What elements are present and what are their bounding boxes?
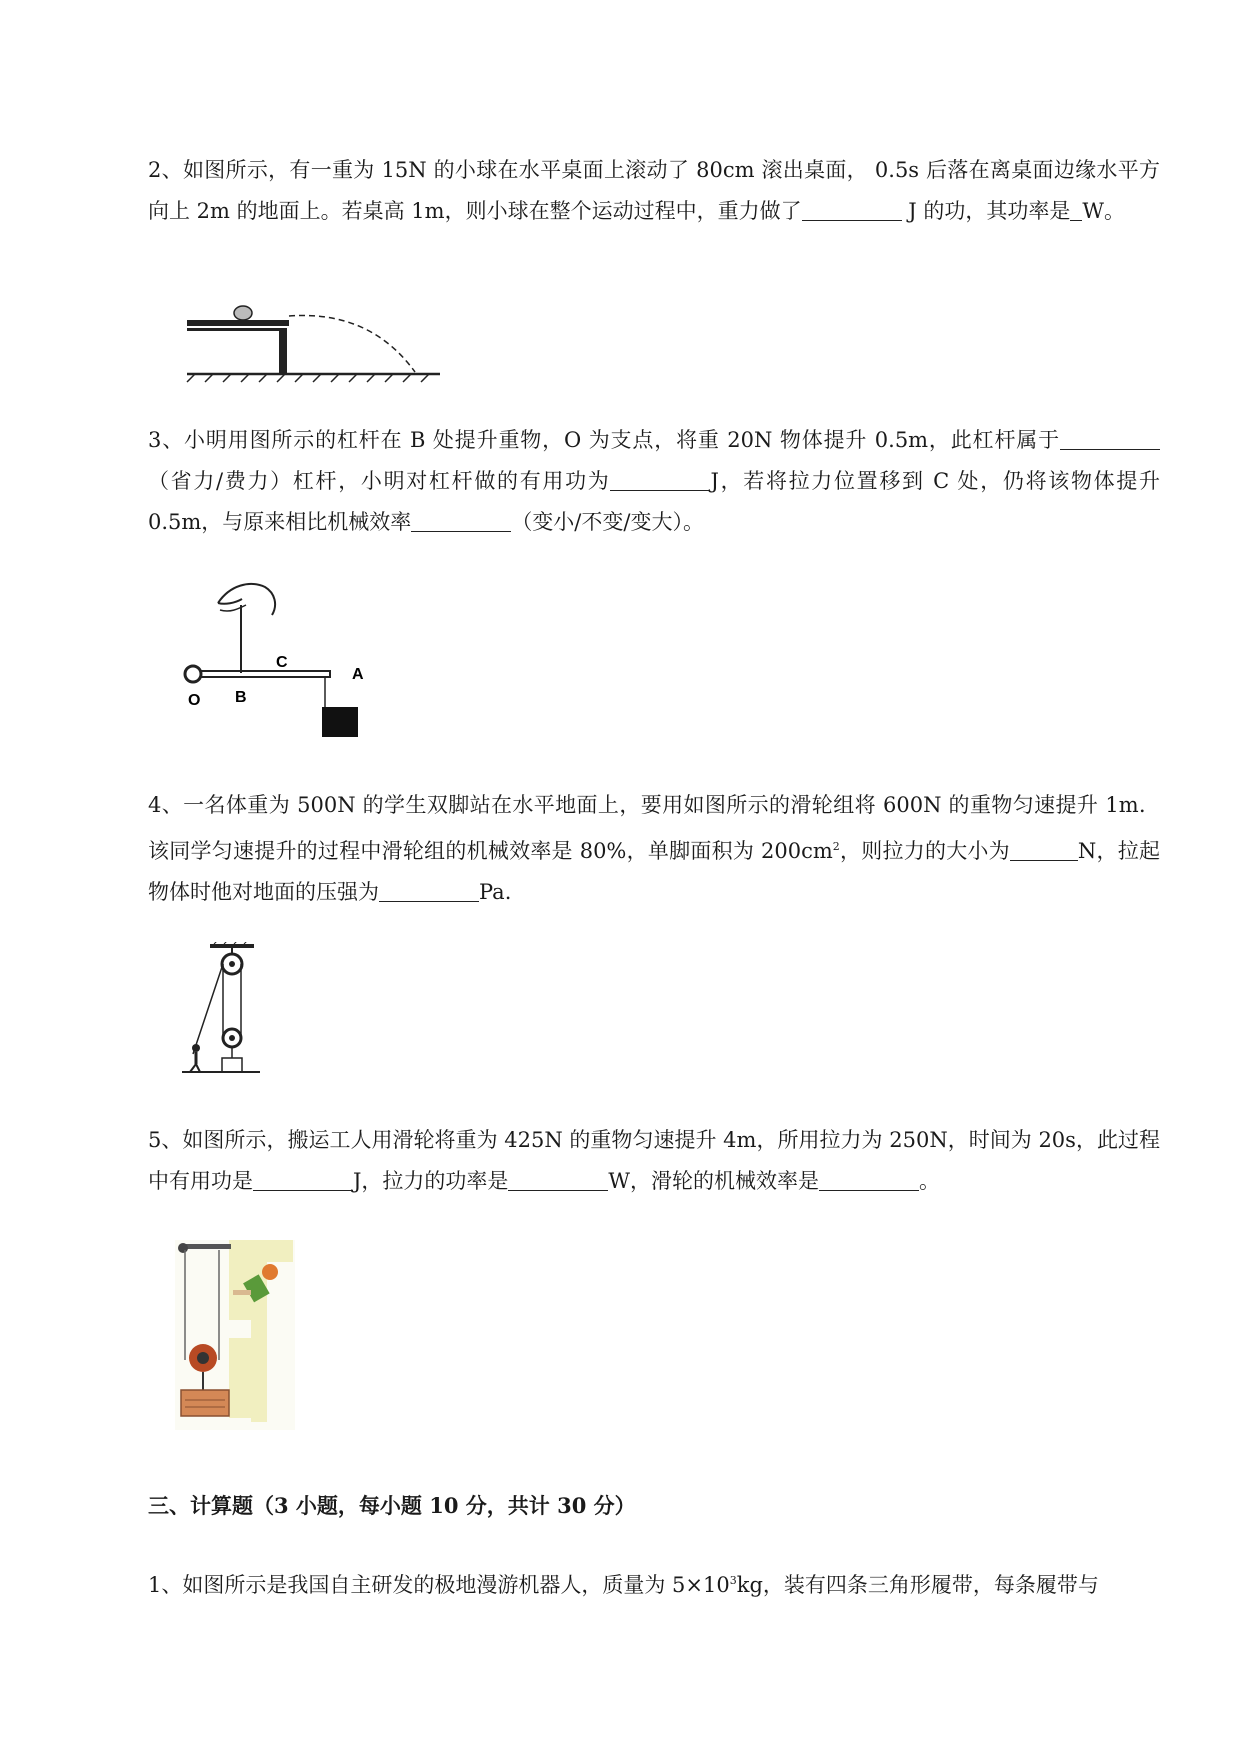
beam [183,1244,231,1249]
pivot-o [185,666,201,682]
superscript: 2 [832,840,840,853]
ball [234,306,252,320]
worker-helmet [262,1264,278,1280]
lever-bar [194,671,330,677]
table-leg [279,330,287,374]
question-2 [148,150,1160,232]
pulley-system-figure [180,942,280,1082]
answer-blank[interactable] [802,199,902,221]
question-number: 5、 [148,1128,183,1152]
ceiling [210,944,254,948]
load-box [222,1058,242,1072]
label-b: B [235,689,247,706]
person [192,1044,200,1052]
table-top [187,320,289,326]
trajectory [289,315,415,372]
answer-blank[interactable] [1070,199,1082,221]
answer-blank[interactable] [1060,428,1160,450]
answer-blank[interactable] [379,880,479,902]
question-text: ，则拉力的大小为 [839,839,1010,863]
question-text: 如图所示，搬运工人用滑轮将重为 425N 的重物匀速提升 4m，所用拉力为 250N，时间为 20s，此过程中有用功是 [148,1128,1160,1193]
question-text: J 的功，其功率是 [901,199,1071,223]
question-number: 2、 [148,158,183,182]
building-wall [229,1240,251,1320]
worker-pulley-figure [175,1240,295,1430]
answer-blank[interactable] [1010,839,1078,861]
question-text: 一名体重为 500N 的学生双脚站在水平地面上，要用如图所示的滑轮组将 600N 的重物匀速提升 1m．该同学匀速提升的过程中滑轮组的机械效率是 80%，单脚面积为 200cm [148,793,1160,863]
question-number: 1、 [148,1573,183,1597]
question-text: J，拉力的功率是 [353,1169,509,1193]
question-text: 如图所示，有一重为 15N 的小球在水平桌面上滚动了 80cm 滚出桌面， 0.5s 后落在离桌面边缘水平方向上 2m 的地面上。若桌高 1m，则小球在整个运动过程中，重力做了 [148,158,1160,223]
superscript: 3 [729,1574,737,1587]
calc-question-1 [148,1560,1160,1606]
label-o: O [188,692,201,709]
section-heading: 三、计算题（3 小题，每小题 10 分，共计 30 分） [148,1493,636,1518]
question-text: Pa. [479,880,512,904]
question-text: kg，装有四条三角形履带，每条履带与 [736,1573,1099,1597]
label-a: A [352,666,364,683]
question-text: 。 [919,1169,941,1193]
question-5 [148,1120,1160,1202]
answer-blank[interactable] [610,469,710,491]
question-text: 如图所示是我国自主研发的极地漫游机器人，质量为 5×10 [182,1573,730,1597]
question-number: 4、 [148,793,184,817]
question-text: （省力/费力）杠杆，小明对杠杆做的有用功为 [148,469,611,493]
weight-block [322,707,358,737]
question-text: W。 [1082,199,1125,223]
question-text: W，滑轮的机械效率是 [608,1169,820,1193]
answer-blank[interactable] [508,1169,608,1191]
question-4 [148,785,1160,913]
question-number: 3、 [148,428,185,452]
lever-figure [180,575,380,745]
question-text: 小明用图所示的杠杆在 B 处提升重物，O 为支点，将重 20N 物体提升 0.5m，此杠杆属于 [184,428,1060,452]
answer-blank[interactable] [411,510,511,532]
question-text: （变小/不变/变大）。 [511,510,704,534]
question-text: J，若将拉力位置移到 C 处，仍将该物体提升 0.5m，与原来相比机械效率 [148,469,1161,534]
question-3 [148,420,1160,543]
pull-rope [193,964,223,1054]
question-text: N，拉起物体时他对地面的压强为 [148,839,1161,904]
answer-blank[interactable] [819,1169,919,1191]
cargo-crate [181,1390,229,1416]
worker-arm [233,1290,251,1295]
ball-table-figure [185,300,445,385]
answer-blank[interactable] [253,1169,353,1191]
label-c: C [276,654,288,671]
